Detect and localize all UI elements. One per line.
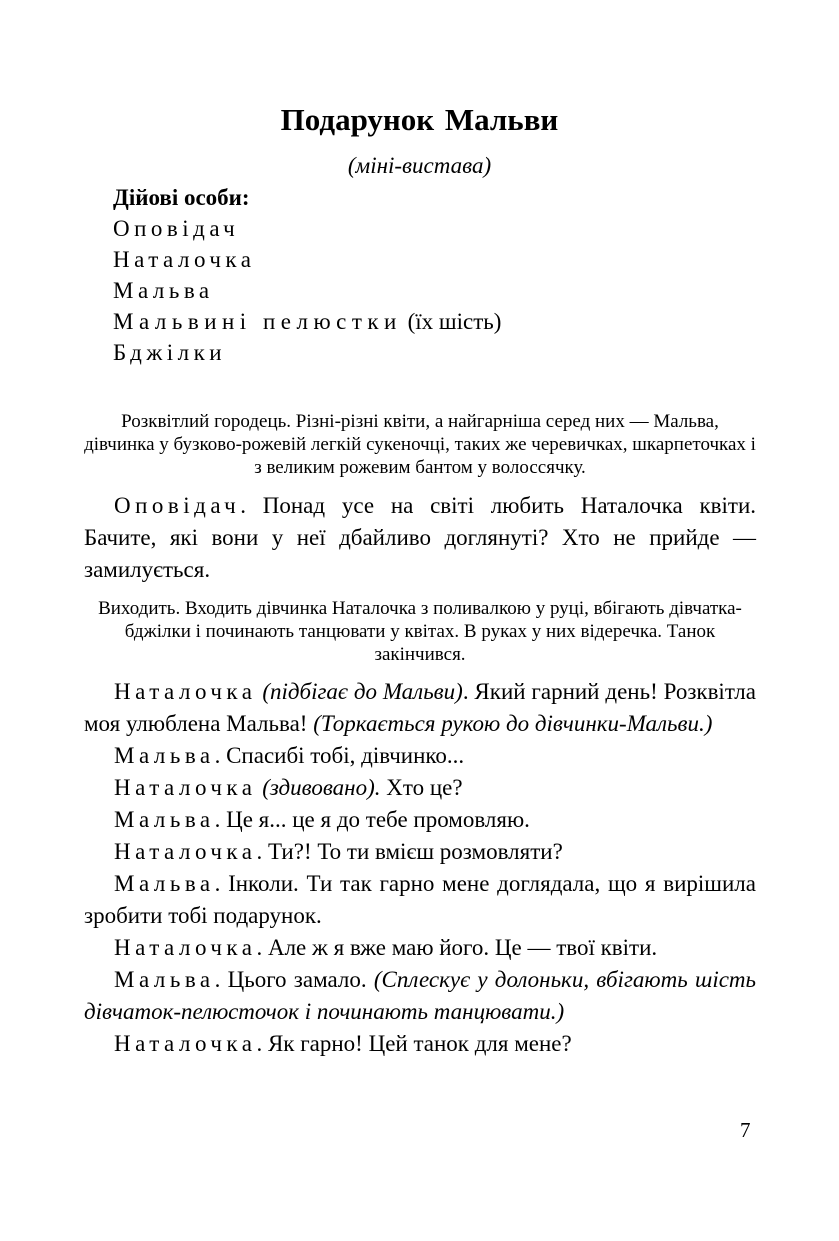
dialogue-line (84, 804, 756, 836)
dialogue-line (84, 676, 756, 740)
speaker-name: Оповідач (114, 493, 241, 518)
line-text: . Цього замало. (214, 967, 374, 992)
dialogue-line (84, 490, 756, 586)
line-text: . Який гарний день! Розквітла моя улюблена Мальва! (84, 679, 756, 736)
cast-heading: Дійові особи: (113, 185, 250, 210)
cast-item-petals-name: Мальвині пелюстки (113, 309, 402, 334)
stage-remark-after: (Сплескує у долоньки, вбігають шість дівчаток-пелюсточок і починають танцювати.) (84, 967, 757, 1024)
play-title: Подарунок Мальви (280, 102, 559, 137)
dialogue-line (84, 740, 756, 772)
dialogue-line (84, 836, 756, 868)
stage-remark-after: (Торкається рукою до дівчинки-Мальви.) (313, 711, 713, 736)
dialogue-block-2 (84, 676, 756, 1060)
stage-remark: (підбігає до Мальви) (256, 679, 463, 704)
line-text: . Інколи. Ти так гарно мене доглядала, що я вирішила зробити тобі подарунок. (84, 871, 756, 928)
speaker-name: Мальва (114, 807, 215, 832)
cast-item-narrator: Оповідач (113, 216, 240, 241)
dialogue-block-1 (84, 490, 756, 586)
line-text: . Як гарно! Цей танок для мене? (256, 1031, 572, 1056)
cast-item-natalochka: Наталочка (113, 247, 256, 272)
play-subtitle: (міні-вистава) (347, 153, 492, 178)
speaker-name: Мальва (114, 743, 215, 768)
speaker-name: Наталочка (114, 839, 257, 864)
dialogue-line (84, 772, 756, 804)
line-text: . Понад усе на світі любить Наталочка квіти. Бачите, які вони у неї дбайливо доглянуті? Хто не прийде — замилується. (84, 493, 756, 582)
speaker-name: Мальва (114, 871, 215, 896)
speaker-name: Наталочка (114, 775, 257, 800)
cast-item-bees: Бджілки (113, 340, 227, 365)
speaker-name: Наталочка (114, 935, 257, 960)
page-number: 7 (740, 1118, 751, 1142)
dialogue-line (84, 932, 756, 964)
stage-direction-entrance: Виходить. Входить дівчинка Наталочка з поливалкою у руці, вбігають дівчатка-бджілки і починають танцювати у квітах. В руках у них відеречка. Танок закінчився. (98, 598, 742, 665)
cast-item-petals-note: (їх шість) (407, 309, 502, 334)
speaker-name: Наталочка (114, 679, 257, 704)
line-text: . Це я... це я до тебе промовляю. (214, 807, 530, 832)
cast-item-petals (113, 306, 501, 337)
dialogue-line (84, 868, 756, 932)
dialogue-line (84, 1028, 756, 1060)
dialogue-line (84, 964, 756, 1028)
cast-item-malva: Мальва (113, 278, 214, 303)
line-text: . Ти?! То ти вмієш розмовляти? (256, 839, 563, 864)
stage-direction-setting: Розквітлий городець. Різні-різні квіти, а найгарніша серед них — Мальва, дівчинка у бузково-рожевій легкій сукеночці, таких же черевичках, шкарпеточках і з великим рожевим бантом у волоссячку. (84, 411, 756, 478)
line-text: . Але ж я вже маю його. Це — твої квіти. (256, 935, 658, 960)
speaker-name: Мальва (114, 967, 215, 992)
line-text: Хто це? (380, 775, 463, 800)
line-text: . Спасибі тобі, дівчинко... (214, 743, 465, 768)
cast-list (113, 213, 501, 368)
speaker-name: Наталочка (114, 1031, 257, 1056)
stage-remark: (здивовано). (256, 775, 381, 800)
